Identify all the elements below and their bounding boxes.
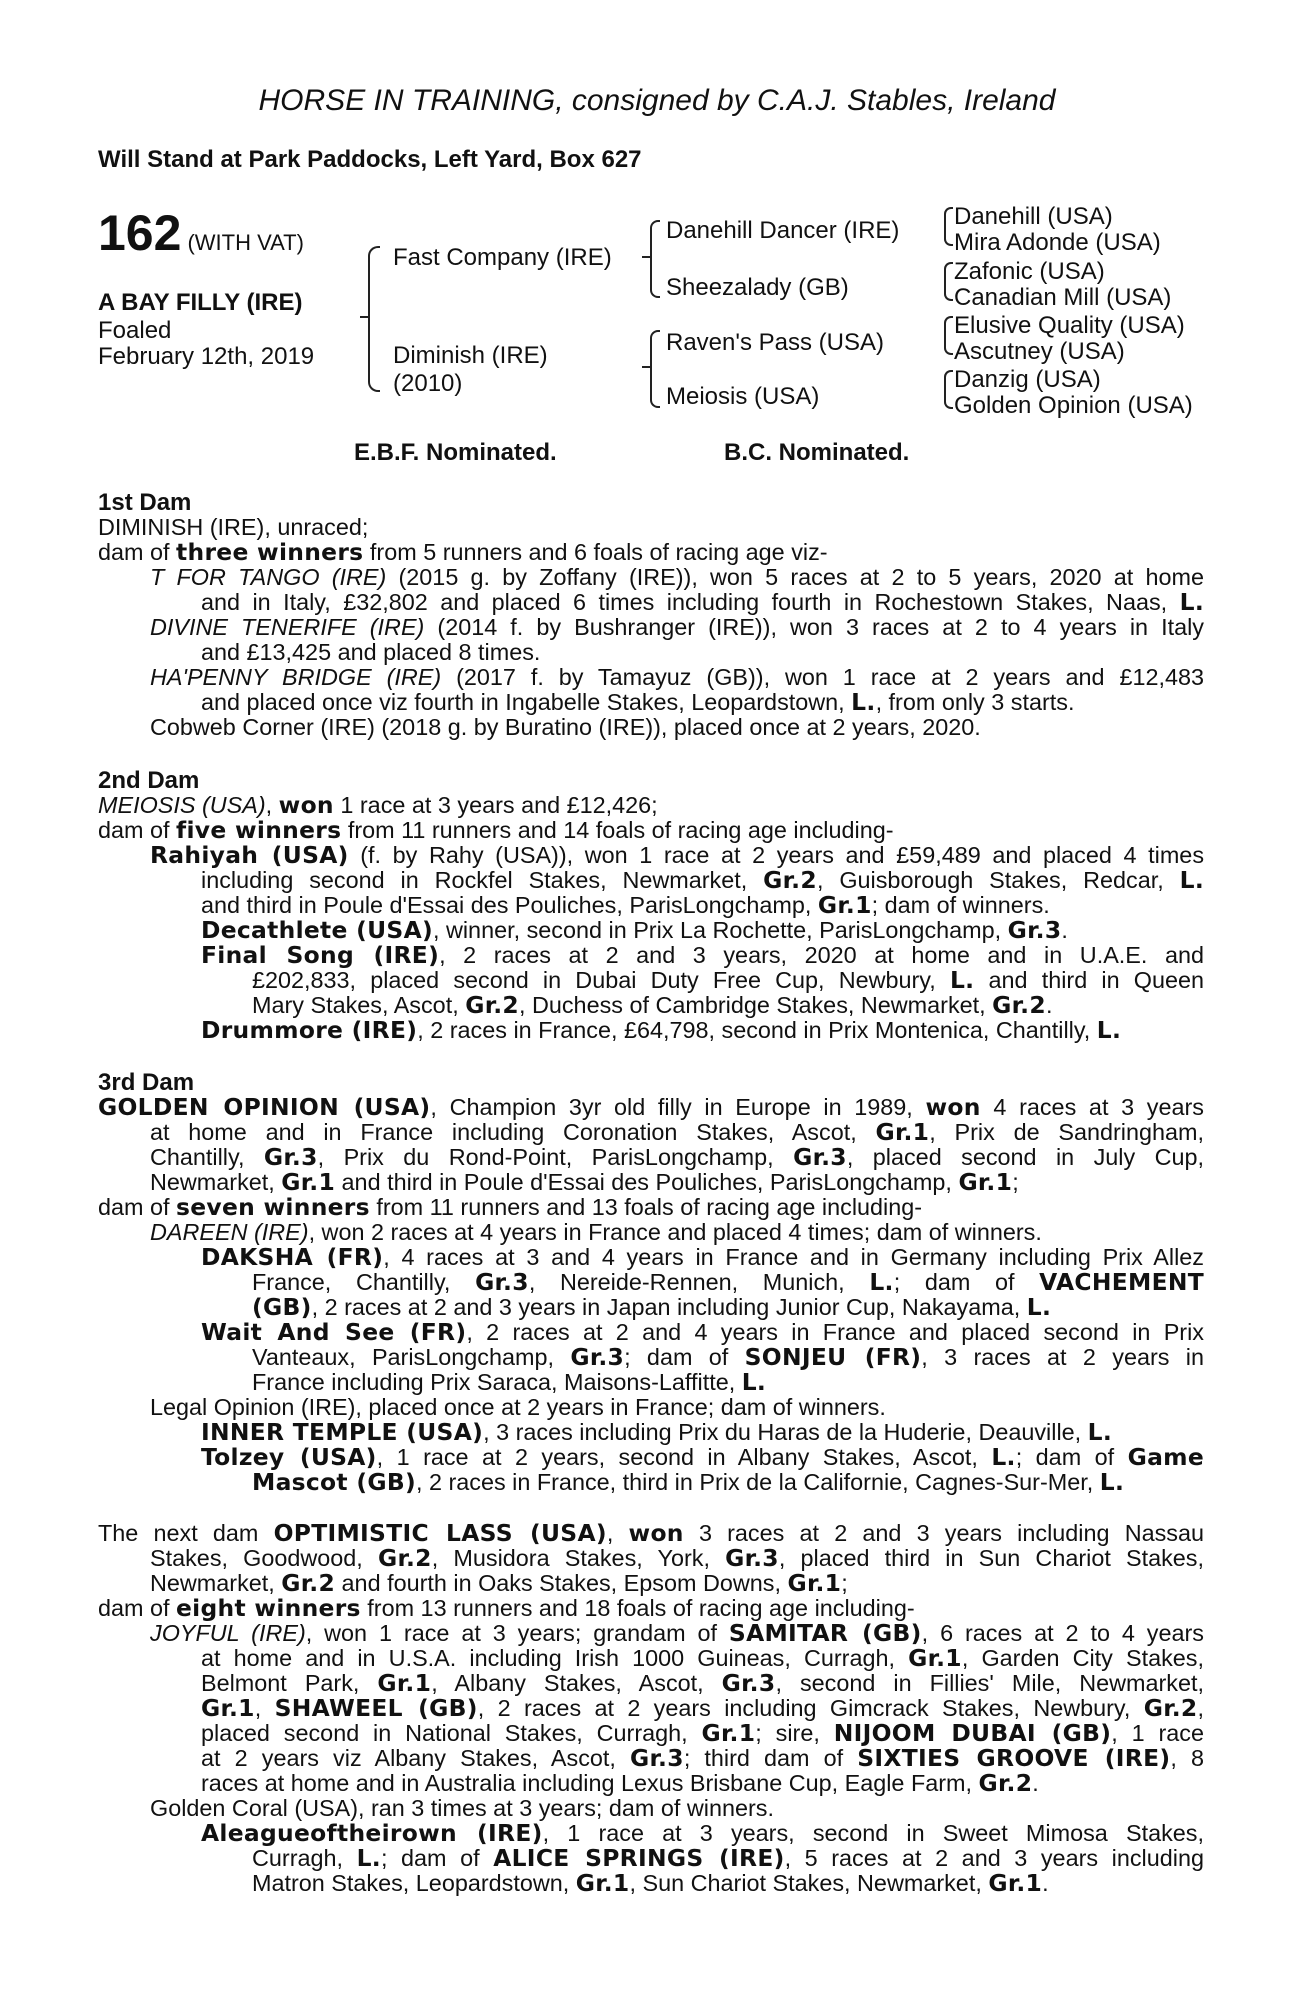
text-run: L.	[1026, 1293, 1052, 1321]
text-run: T FOR TANGO (IRE)	[150, 564, 387, 590]
text-run: Stakes, Goodwood,	[150, 1545, 378, 1571]
pedigree-dam: Diminish (IRE)	[393, 342, 548, 369]
pedigree-sire-dam: Sheezalady (GB)	[666, 274, 849, 301]
progeny-entry: Legal Opinion (IRE), placed once at 2 years in France; dam of winners.	[150, 1394, 886, 1420]
text-run: , 2 races at 2 and 3 years, 2020 at home and in U.A.E. and	[439, 942, 1204, 968]
text-run: MEIOSIS (USA)	[98, 792, 266, 818]
dam-line	[98, 1521, 1204, 1546]
text-run: Vanteaux, ParisLongchamp,	[252, 1344, 571, 1370]
foaled-date: February 12th, 2019	[98, 343, 315, 370]
text-run: ; third dam of	[683, 1745, 858, 1771]
pedigree-dam-sire: Raven's Pass (USA)	[666, 329, 884, 356]
text-run: Belmont Park,	[201, 1670, 378, 1696]
text-run: ,	[606, 1520, 629, 1546]
catalogue-title: HORSE IN TRAINING, consigned by C.A.J. Stables, Ireland	[258, 84, 1056, 117]
foaled-label: Foaled	[98, 317, 172, 344]
section-heading: 3rd Dam	[98, 1069, 195, 1096]
text-run: Gr.1	[988, 1869, 1043, 1897]
text-run: , 2 races at 2 and 3 years in Japan including Junior Cup, Nakayama,	[311, 1294, 1027, 1320]
text-run: JOYFUL (IRE)	[150, 1620, 306, 1646]
grandchild-entry-cont	[252, 1270, 1204, 1295]
brace-sire-dam	[368, 246, 380, 392]
text-run: Gr.1	[875, 1118, 930, 1146]
text-run: INNER TEMPLE (USA)	[201, 1418, 484, 1446]
text-run: .	[1045, 992, 1053, 1018]
text-run: , Prix du Rond-Point, ParisLongchamp,	[317, 1144, 794, 1170]
text-run: from 11 runners and 14 foals of racing age including-	[341, 817, 894, 843]
text-run: DIVINE TENERIFE (IRE)	[150, 614, 425, 640]
progeny-entry	[150, 615, 1204, 640]
text-run: Rahiyah (USA)	[150, 841, 349, 869]
brace-ggs-4	[944, 370, 953, 409]
text-run: 3 races at 2 and 3 years including Nassau	[683, 1520, 1204, 1546]
progeny-entry-cont	[201, 1696, 1204, 1721]
text-run: Gr.3	[721, 1669, 776, 1697]
text-run: Newmarket,	[150, 1570, 282, 1596]
grandchild-entry	[201, 1821, 1204, 1846]
text-run: from 11 runners and 13 foals of racing age including-	[369, 1194, 923, 1220]
text-run: , 8	[1170, 1745, 1204, 1771]
brace-tip	[642, 256, 650, 258]
text-run: Gr.3	[263, 1143, 318, 1171]
text-run: SAMITAR (GB)	[728, 1619, 922, 1647]
text-run: , Musidora Stakes, York,	[431, 1545, 726, 1571]
dam-line-cont	[150, 1170, 1019, 1195]
progeny-entry-cont	[201, 1646, 1204, 1671]
text-run: Gr.3	[570, 1343, 625, 1371]
grandchild-entry	[201, 1420, 1112, 1445]
text-run: from 5 runners and 6 foals of racing age viz-	[363, 539, 828, 565]
brace-tip	[642, 366, 650, 368]
text-run: Gr.3	[630, 1744, 684, 1772]
text-run: races at home and in Australia including Lexus Brisbane Cup, Eagle Farm,	[201, 1770, 979, 1796]
grandchild-entry-cont	[252, 968, 1204, 993]
text-run: Curragh,	[252, 1845, 357, 1871]
text-run: , 5 races at 2 and 3 years including	[784, 1845, 1204, 1871]
grandchild-entry	[201, 1445, 1204, 1470]
text-run: ; sire,	[755, 1720, 834, 1746]
text-run: Gr.2	[992, 991, 1046, 1019]
text-run: Mary Stakes, Ascot,	[252, 992, 466, 1018]
dam-line: DIMINISH (IRE), unraced;	[98, 514, 369, 540]
text-run: L.	[356, 1844, 381, 1872]
progeny-entry-cont	[201, 1721, 1204, 1746]
text-run: Gr.1	[817, 891, 872, 919]
text-run: dam of	[98, 817, 177, 843]
text-run: France including Prix Saraca, Maisons-Laffitte,	[252, 1369, 742, 1395]
text-run: L.	[1087, 1418, 1113, 1446]
grandchild-entry-cont	[252, 1470, 1124, 1495]
text-run: at 2 years viz Albany Stakes, Ascot,	[201, 1745, 631, 1771]
text-run: and fourth in Oaks Stakes, Epsom Downs,	[335, 1570, 788, 1596]
progeny-entry-cont	[201, 1771, 1039, 1796]
text-run: won	[628, 1519, 684, 1547]
text-run: Gr.3	[475, 1268, 529, 1296]
text-run: France, Chantilly,	[252, 1269, 476, 1295]
pedigree-ggs-6: Ascutney (USA)	[954, 338, 1125, 365]
text-run: Mascot (GB)	[252, 1468, 416, 1496]
progeny-entry	[150, 1621, 1204, 1646]
text-run: won	[925, 1093, 981, 1121]
text-run: L.	[991, 1443, 1016, 1471]
text-run: Gr.2	[281, 1569, 336, 1597]
dam-line-cont	[150, 1145, 1204, 1170]
text-run: L.	[1179, 866, 1204, 894]
pedigree-ggs-3: Zafonic (USA)	[954, 258, 1105, 285]
text-run: dam of	[98, 1595, 177, 1621]
text-run: Drummore (IRE)	[201, 1016, 418, 1044]
text-run: Gr.1	[377, 1669, 432, 1697]
text-run: ;	[841, 1570, 848, 1596]
text-run: Aleagueoftheirown (IRE)	[201, 1819, 543, 1847]
produce-summary	[98, 1195, 922, 1220]
text-run: L.	[869, 1268, 894, 1296]
text-run: five winners	[176, 816, 342, 844]
text-run: , 1 race at 3 years, second in Sweet Mimosa Stakes,	[542, 1820, 1204, 1846]
text-run: three winners	[176, 538, 364, 566]
text-run: , from only 3 starts.	[875, 689, 1075, 715]
text-run: , Sun Chariot Stakes, Newmarket,	[629, 1870, 989, 1896]
progeny-entry-cont	[201, 690, 1074, 715]
text-run: , 1 race at 2 years, second in Albany Stakes, Ascot,	[376, 1444, 992, 1470]
progeny-entry: Golden Coral (USA), ran 3 times at 3 years; dam of winners.	[150, 1795, 774, 1821]
text-run: Gr.2	[978, 1769, 1033, 1797]
text-run: DAKSHA (FR)	[201, 1243, 384, 1271]
lot-number-block	[98, 204, 304, 262]
stand-location: Will Stand at Park Paddocks, Left Yard, Box 627	[98, 146, 642, 173]
text-run: and third in Poule d'Essai des Pouliches, ParisLongchamp,	[201, 892, 818, 918]
progeny-entry	[150, 665, 1204, 690]
text-run: Gr.1	[908, 1644, 962, 1672]
text-run: Gr.3	[793, 1143, 847, 1171]
text-run: ; dam of	[624, 1344, 745, 1370]
text-run: and third in Poule d'Essai des Pouliches, ParisLongchamp,	[335, 1169, 959, 1195]
text-run: at home and in France including Coronation Stakes, Ascot,	[150, 1119, 876, 1145]
produce-summary	[98, 1596, 915, 1621]
text-run: dam of	[98, 1194, 177, 1220]
text-run: SIXTIES GROOVE (IRE)	[857, 1744, 1171, 1772]
text-run: and third in Queen	[974, 967, 1204, 993]
text-run: L.	[741, 1368, 767, 1396]
grandchild-entry-cont	[252, 993, 1052, 1018]
brace-ggs-3	[944, 316, 953, 355]
text-run: , 2 races in France, third in Prix de la Californie, Cagnes-Sur-Mer,	[415, 1469, 1100, 1495]
progeny-entry-cont	[201, 1671, 1204, 1696]
text-run: OPTIMISTIC LASS (USA)	[273, 1519, 607, 1547]
text-run: Gr.3	[725, 1544, 779, 1572]
text-run: , 2 races in France, £64,798, second in Prix Montenica, Chantilly,	[417, 1017, 1097, 1043]
grandchild-entry-cont	[252, 1370, 766, 1395]
text-run: SONJEU (FR)	[744, 1343, 922, 1371]
text-run: £202,833, placed second in Dubai Duty Free Cup, Newbury,	[252, 967, 950, 993]
text-run: , 4 races at 3 and 4 years in France and in Germany including Prix Allez	[383, 1244, 1204, 1270]
pedigree-ggs-4: Canadian Mill (USA)	[954, 284, 1172, 311]
text-run: , placed third in Sun Chariot Stakes,	[778, 1545, 1204, 1571]
progeny-entry-cont	[201, 1746, 1204, 1771]
text-run: L.	[851, 688, 876, 716]
brace-sire-line	[650, 220, 660, 298]
lot-number: 162	[98, 205, 182, 261]
brace-tip	[360, 316, 368, 318]
grandchild-entry-cont	[252, 1345, 1204, 1370]
text-run: The next dam	[98, 1520, 274, 1546]
text-run: , winner, second in Prix La Rochette, ParisLongchamp,	[432, 917, 1008, 943]
dam-line	[98, 793, 658, 818]
grandchild-entry	[201, 1320, 1204, 1345]
text-run: , 3 races including Prix du Haras de la Huderie, Deauville,	[483, 1419, 1088, 1445]
progeny-entry-cont	[201, 590, 1204, 615]
text-run: ; dam of	[380, 1845, 494, 1871]
text-run: , placed second in July Cup,	[846, 1144, 1205, 1170]
produce-summary	[98, 818, 894, 843]
text-run: SHAWEEL (GB)	[274, 1694, 478, 1722]
text-run: and in Italy, £32,802 and placed 6 times including fourth in Rochestown Stakes, Naas,	[201, 589, 1180, 615]
text-run: (2015 g. by Zoffany (IRE)), won 5 races at 2 to 5 years, 2020 at home	[386, 564, 1204, 590]
text-run: Gr.2	[465, 991, 519, 1019]
grandchild-entry	[201, 943, 1204, 968]
text-run: , Prix de Sandringham,	[929, 1119, 1204, 1145]
text-run: Matron Stakes, Leopardstown,	[252, 1870, 576, 1896]
grandchild-entry	[201, 918, 1068, 943]
text-run: ,	[254, 1695, 275, 1721]
text-run: including second in Rockfel Stakes, Newmarket,	[201, 867, 764, 893]
text-run: ; dam of	[893, 1269, 1040, 1295]
text-run: Chantilly,	[150, 1144, 264, 1170]
text-run: , 3 races at 2 years in	[921, 1344, 1204, 1370]
text-run: , Nereide-Rennen, Munich,	[528, 1269, 870, 1295]
text-run: Newmarket,	[150, 1169, 282, 1195]
text-run: from 13 runners and 18 foals of racing age including-	[360, 1595, 915, 1621]
text-run: Gr.1	[958, 1168, 1013, 1196]
grandchild-entry	[201, 1018, 1121, 1043]
text-run: 1 race at 3 years and £12,426;	[333, 792, 658, 818]
text-run: L.	[949, 966, 975, 994]
grandchild-entry-cont	[252, 1295, 1051, 1320]
text-run: Gr.2	[763, 866, 817, 894]
text-run: eight winners	[176, 1594, 361, 1622]
text-run: Tolzey (USA)	[201, 1443, 377, 1471]
text-run: Gr.1	[575, 1869, 630, 1897]
text-run: L.	[1099, 1468, 1125, 1496]
brace-ggs-2	[944, 262, 953, 301]
text-run: Gr.2	[1143, 1694, 1198, 1722]
text-run: Wait And See (FR)	[201, 1318, 467, 1346]
text-run: ,	[265, 792, 279, 818]
text-run: Gr.1	[787, 1569, 842, 1597]
text-run: Gr.1	[701, 1719, 756, 1747]
pedigree-ggs-2: Mira Adonde (USA)	[954, 229, 1161, 256]
progeny-entry: Cobweb Corner (IRE) (2018 g. by Buratino (IRE)), placed once at 2 years, 2020.	[150, 714, 981, 740]
pedigree-ggs-7: Danzig (USA)	[954, 366, 1101, 393]
text-run: , won 2 races at 4 years in France and placed 4 times; dam of winners.	[308, 1219, 1042, 1245]
text-run: .	[1042, 1870, 1049, 1896]
text-run: dam of	[98, 539, 177, 565]
section-heading: 1st Dam	[98, 489, 192, 516]
text-run: at home and in U.S.A. including Irish 1000 Guineas, Curragh,	[201, 1645, 909, 1671]
text-run: won	[278, 791, 334, 819]
pedigree-dam-dam: Meiosis (USA)	[666, 383, 820, 410]
progeny-entry-cont	[201, 868, 1204, 893]
text-run: , won 1 race at 3 years; grandam of	[305, 1620, 729, 1646]
pedigree-ggs-1: Danehill (USA)	[954, 203, 1113, 230]
text-run: , 6 races at 2 to 4 years	[921, 1620, 1204, 1646]
text-run: , second in Fillies' Mile, Newmarket,	[775, 1670, 1205, 1696]
dam-line-cont	[150, 1546, 1204, 1571]
progeny-entry	[150, 1220, 1042, 1245]
text-run: GOLDEN OPINION (USA)	[98, 1093, 431, 1121]
text-run: placed second in National Stakes, Curragh,	[201, 1720, 702, 1746]
text-run: Gr.3	[1007, 916, 1062, 944]
progeny-entry	[150, 843, 1204, 868]
grandchild-entry-cont	[252, 1871, 1049, 1896]
text-run: Final Song (IRE)	[201, 941, 440, 969]
text-run: , 1 race	[1111, 1720, 1204, 1746]
text-run: , Albany Stakes, Ascot,	[431, 1670, 722, 1696]
pedigree-sire: Fast Company (IRE)	[393, 244, 612, 271]
text-run: (GB)	[252, 1293, 312, 1321]
text-run: and placed once viz fourth in Ingabelle Stakes, Leopardstown,	[201, 689, 852, 715]
text-run: .	[1032, 1770, 1039, 1796]
pedigree-dam-year: (2010)	[393, 370, 463, 397]
dam-line-cont	[150, 1571, 848, 1596]
progeny-entry-cont	[201, 893, 1050, 918]
grandchild-entry-cont	[252, 1846, 1204, 1871]
text-run: (2014 f. by Bushranger (IRE)), won 3 races at 2 to 4 years in Italy	[424, 614, 1204, 640]
text-run: Decathlete (USA)	[201, 916, 433, 944]
text-run: , Guisborough Stakes, Redcar,	[816, 867, 1180, 893]
text-run: ; dam of winners.	[871, 892, 1050, 918]
text-run: NIJOOM DUBAI (GB)	[833, 1719, 1112, 1747]
text-run: DAREEN (IRE)	[150, 1219, 309, 1245]
vat-note: (WITH VAT)	[187, 230, 304, 255]
section-heading: 2nd Dam	[98, 767, 200, 794]
text-run: ; dam of	[1015, 1444, 1128, 1470]
text-run: , Champion 3yr old filly in Europe in 1989,	[430, 1094, 926, 1120]
text-run: , Duchess of Cambridge Stakes, Newmarket,	[518, 992, 993, 1018]
progeny-entry-cont: and £13,425 and placed 8 times.	[201, 639, 541, 665]
bc-nomination: B.C. Nominated.	[724, 439, 910, 466]
text-run: VACHEMENT	[1039, 1268, 1204, 1296]
progeny-entry	[150, 565, 1204, 590]
dam-line-cont	[150, 1120, 1204, 1145]
text-run: , 2 races at 2 and 4 years in France and placed second in Prix	[466, 1319, 1204, 1345]
pedigree-ggs-5: Elusive Quality (USA)	[954, 312, 1185, 339]
text-run: HA'PENNY BRIDGE (IRE)	[150, 664, 442, 690]
text-run: ,	[1197, 1695, 1204, 1721]
text-run: ALICE SPRINGS (IRE)	[493, 1844, 785, 1872]
text-run: L.	[1096, 1016, 1122, 1044]
text-run: , 2 races at 2 years including Gimcrack Stakes, Newbury,	[477, 1695, 1144, 1721]
dam-line	[98, 1095, 1204, 1120]
pedigree-ggs-8: Golden Opinion (USA)	[954, 392, 1193, 419]
brace-ggs-1	[944, 207, 953, 246]
text-run: .	[1061, 917, 1068, 943]
text-run: seven winners	[176, 1193, 370, 1221]
text-run: 4 races at 3 years	[980, 1094, 1205, 1120]
pedigree-sire-sire: Danehill Dancer (IRE)	[666, 217, 900, 244]
brace-dam-line	[650, 330, 660, 408]
text-run: Gr.1	[281, 1168, 336, 1196]
grandchild-entry	[201, 1245, 1204, 1270]
text-run: L.	[1179, 588, 1204, 616]
text-run: (f. by Rahy (USA)), won 1 race at 2 years and £59,489 and placed 4 times	[348, 842, 1205, 868]
lot-name: A BAY FILLY (IRE)	[98, 289, 303, 316]
produce-summary	[98, 540, 828, 565]
text-run: , Garden City Stakes,	[961, 1645, 1204, 1671]
text-run: Gr.2	[377, 1544, 432, 1572]
text-run: Game	[1127, 1443, 1204, 1471]
text-run: Gr.1	[201, 1694, 255, 1722]
text-run: ;	[1012, 1169, 1019, 1195]
text-run: (2017 f. by Tamayuz (GB)), won 1 race at 2 years and £12,483	[441, 664, 1204, 690]
ebf-nomination: E.B.F. Nominated.	[354, 439, 557, 466]
